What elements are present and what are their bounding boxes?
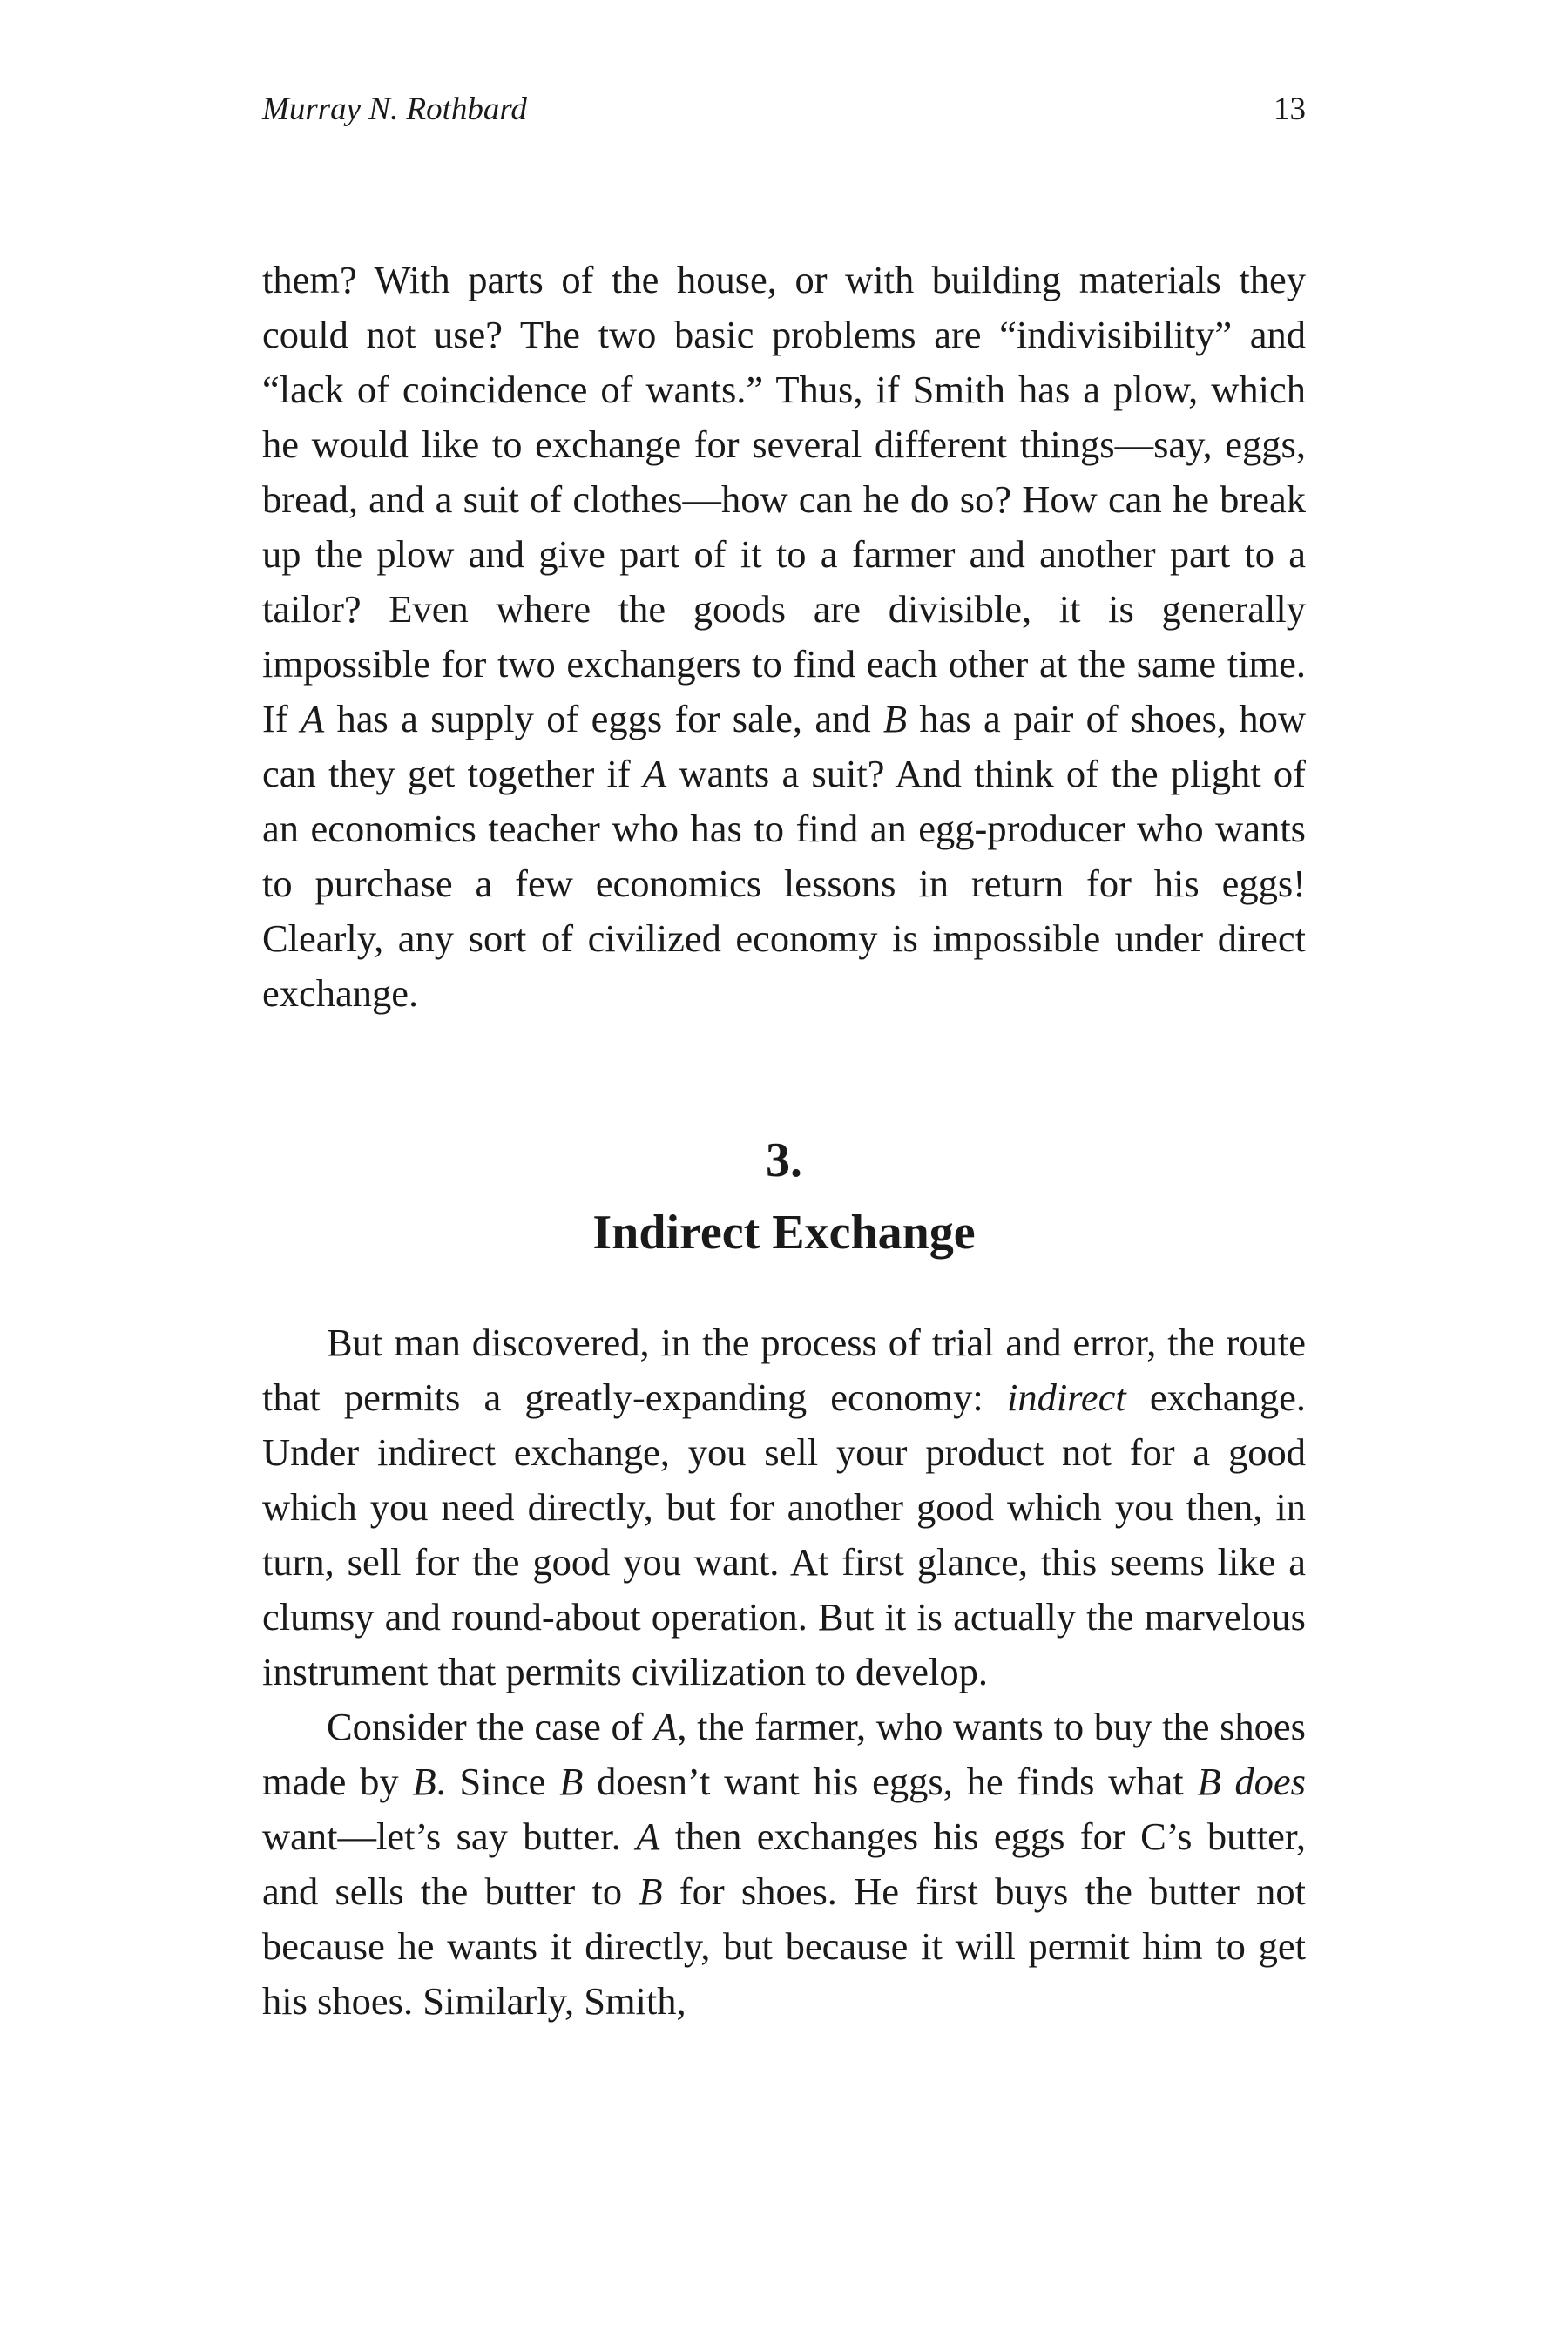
italic-letter: B	[639, 1869, 663, 1913]
italic-letter: A	[653, 1705, 678, 1748]
body-text-top	[262, 253, 1306, 1021]
page-number: 13	[1274, 91, 1306, 127]
italic-letter: B	[559, 1760, 584, 1803]
italic-letter: A	[300, 697, 325, 740]
paragraph-indirect-exchange	[262, 1315, 1306, 1700]
italic-letter: B	[1197, 1760, 1221, 1803]
paragraph-consider-case	[262, 1700, 1306, 2029]
running-head-author: Murray N. Rothbard	[262, 91, 527, 127]
text-run: for shoes. He first buys the butter not because he wants it directly, but because it will permit him to get his shoes. Similarly, Smith,	[262, 1869, 1307, 2023]
running-head	[262, 91, 1306, 143]
italic-letter: A	[636, 1815, 660, 1858]
text-run: has a pair of shoes, how can they get together if	[262, 697, 1306, 795]
text-run: Consider the case of	[327, 1705, 654, 1748]
section-number: 3.	[766, 1133, 802, 1187]
text-run: , the farmer, who wants to buy the shoes made by	[262, 1705, 1306, 1803]
body-text-bottom	[262, 1315, 1306, 2029]
italic-word: indirect	[1006, 1375, 1126, 1419]
text-run: exchange. Under indirect exchange, you sell your product not for a good which you need directly, but for another good which you then, in turn, sell for the good you want. At first glance, this seems like a clumsy and round-about operation. But it is actually the marvelous instrument that permits civilization to develop.	[262, 1375, 1307, 1693]
text-run: wants a suit? And think of the plight of an economics teacher who has to find an egg-producer who wants to purchase a few economics lessons in return for his eggs! Clearly, any sort of civilized economy is impossible under direct exchange.	[262, 752, 1306, 1015]
italic-letter: A	[642, 752, 667, 795]
text-run: But man discovered, in the process of trial and error, the route that permits a greatly-expanding economy:	[262, 1321, 1306, 1419]
section-title: Indirect Exchange	[592, 1206, 976, 1260]
text-run: then exchanges his eggs for C’s butter, and sells the butter to	[262, 1815, 1306, 1913]
paragraph-continued	[262, 253, 1306, 1021]
text-run: want—let’s say butter.	[262, 1815, 637, 1858]
text-run: them? With parts of the house, or with building materials they could not use? The two basic problems are “indivisibility” and “lack of coincidence of wants.” Thus, if Smith has a plow, which he would like to exchange for several different things—say, eggs, bread, and a suit of clothes—how can he do so? How can he break up the plow and give part of it to a farmer and another part to a tailor? Even where the goods are divisible, it is generally impossible for two exchangers to find each other at the same time. If	[262, 258, 1306, 740]
italic-letter: B	[882, 697, 908, 740]
text-run: doesn’t want his eggs, he finds what	[583, 1760, 1198, 1803]
text-run: has a supply of eggs for sale, and	[324, 697, 883, 740]
italic-letter: B	[412, 1760, 436, 1803]
italic-word: does	[1234, 1760, 1306, 1803]
text-run	[1221, 1760, 1235, 1803]
text-run: . Since	[436, 1760, 560, 1803]
